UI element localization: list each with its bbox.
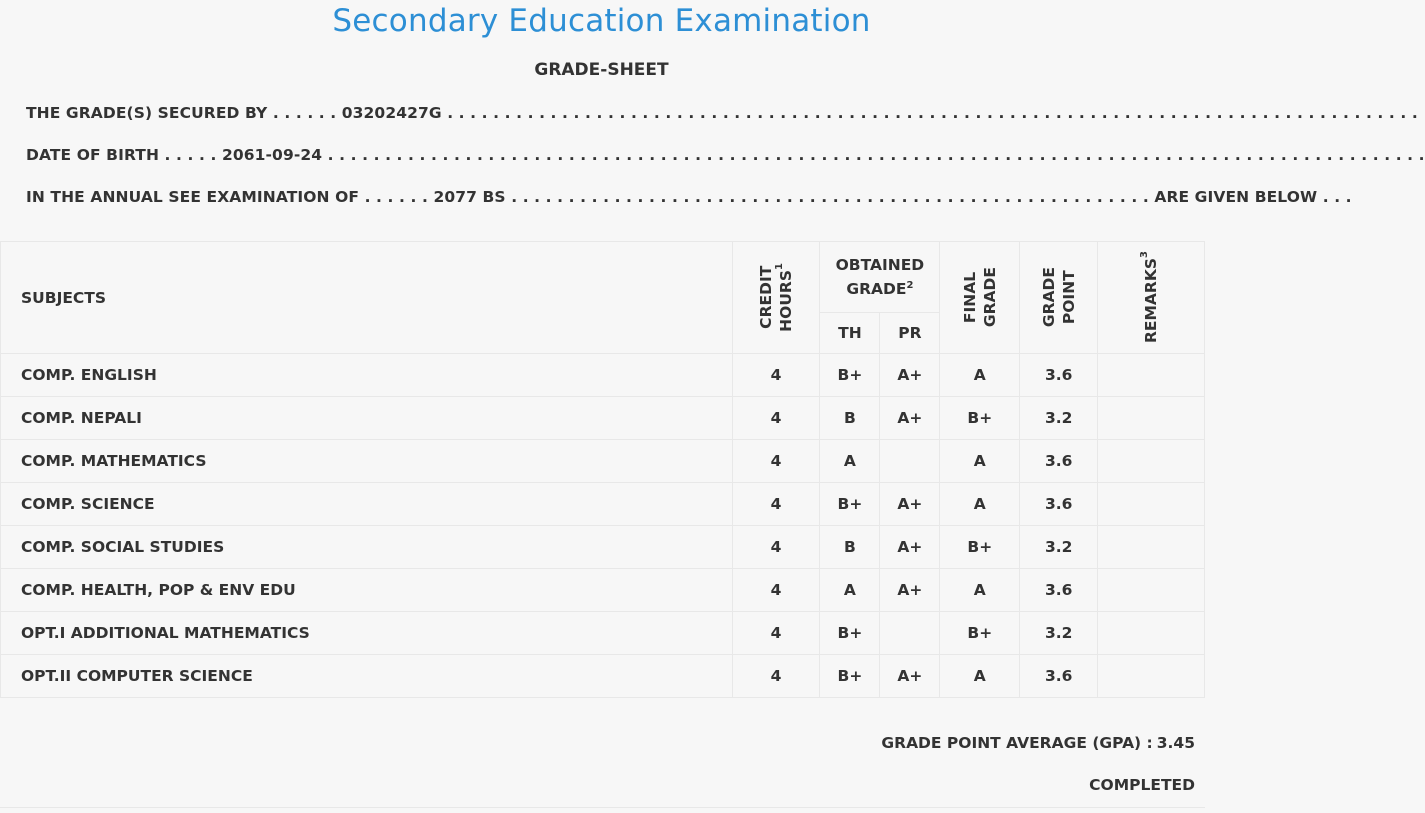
remarks-cell bbox=[1098, 440, 1205, 483]
grade-point-cell: 3.2 bbox=[1020, 612, 1098, 655]
remarks-cell bbox=[1098, 569, 1205, 612]
subject-cell: COMP. ENGLISH bbox=[1, 354, 733, 397]
final-grade-cell: A bbox=[940, 569, 1020, 612]
final-grade-line2: GRADE bbox=[980, 267, 999, 328]
table-row bbox=[1, 655, 1205, 698]
grade-point-header bbox=[1020, 242, 1098, 354]
subject-cell: COMP. NEPALI bbox=[1, 397, 733, 440]
subject-cell: OPT.II COMPUTER SCIENCE bbox=[1, 655, 733, 698]
exam-suffix: ARE GIVEN BELOW bbox=[1154, 188, 1318, 206]
dot-leader: . . . . . . . . . . . . . . . . . . . . . . . . . . . . . . . . . . . . . . . . . . . . . . . . . . . . . . . . bbox=[511, 188, 1149, 206]
practical-grade-cell: A+ bbox=[880, 397, 940, 440]
subject-cell: COMP. SOCIAL STUDIES bbox=[1, 526, 733, 569]
remarks-cell bbox=[1098, 612, 1205, 655]
practical-grade-cell: A+ bbox=[880, 526, 940, 569]
remarks-cell bbox=[1098, 483, 1205, 526]
subjects-header-label: SUBJECTS bbox=[21, 288, 107, 307]
final-grade-cell: B+ bbox=[940, 526, 1020, 569]
dob-value: 2061-09-24 bbox=[221, 146, 323, 164]
practical-grade-cell: A+ bbox=[880, 655, 940, 698]
final-grade-header bbox=[940, 242, 1020, 354]
grade-point-cell: 3.6 bbox=[1020, 440, 1098, 483]
obtained-line1: OBTAINED bbox=[835, 256, 925, 274]
table-row bbox=[1, 397, 1205, 440]
credit-hours-cell: 4 bbox=[732, 440, 820, 483]
gpa-label: GRADE POINT AVERAGE (GPA) : bbox=[881, 734, 1153, 752]
credit-hours-cell: 4 bbox=[732, 354, 820, 397]
footnote-2: 2 bbox=[906, 279, 914, 291]
info-secured-by bbox=[26, 104, 1418, 122]
final-grade-cell: A bbox=[940, 483, 1020, 526]
credit-hours-cell: 4 bbox=[732, 569, 820, 612]
final-grade-cell: A bbox=[940, 354, 1020, 397]
th-header: TH bbox=[820, 313, 880, 354]
subject-cell: COMP. SCIENCE bbox=[1, 483, 733, 526]
credit-hours-cell: 4 bbox=[732, 526, 820, 569]
table-row bbox=[1, 526, 1205, 569]
page-subtitle: GRADE-SHEET bbox=[534, 60, 669, 80]
result-status: COMPLETED bbox=[1089, 776, 1195, 794]
footnote-1: 1 bbox=[773, 263, 785, 271]
credit-hours-cell: 4 bbox=[732, 655, 820, 698]
remarks-header bbox=[1098, 242, 1205, 354]
credit-hours-cell: 4 bbox=[732, 612, 820, 655]
grade-point-line2: POINT bbox=[1059, 270, 1078, 325]
dot-leader: . . . . . . . . . . . . . . . . . . . . . . . . . . . . . . . . . . . . . . . . . . . . . . . . . . . . . . . . . . . . . . . . . . . . . . . . . . . . . . . . . . . . . . . . . . . . . . . . bbox=[327, 146, 1425, 164]
grade-table bbox=[0, 241, 1205, 698]
credit-hours-line2: HOURS bbox=[777, 270, 796, 332]
remarks-cell bbox=[1098, 354, 1205, 397]
subject-cell: OPT.I ADDITIONAL MATHEMATICS bbox=[1, 612, 733, 655]
dot-leader: . . . . . . bbox=[364, 188, 428, 206]
theory-grade-cell: B bbox=[820, 526, 880, 569]
practical-grade-cell: A+ bbox=[880, 483, 940, 526]
footnote-3: 3 bbox=[1138, 251, 1150, 259]
remarks-cell bbox=[1098, 526, 1205, 569]
obtained-grade-header bbox=[820, 242, 940, 313]
practical-grade-cell: A+ bbox=[880, 354, 940, 397]
practical-grade-cell bbox=[880, 440, 940, 483]
gpa-summary bbox=[881, 734, 1195, 752]
credit-hours-header bbox=[732, 242, 820, 354]
final-grade-line1: FINAL bbox=[960, 271, 979, 324]
grade-point-cell: 3.6 bbox=[1020, 354, 1098, 397]
final-grade-cell: A bbox=[940, 440, 1020, 483]
grade-point-cell: 3.2 bbox=[1020, 397, 1098, 440]
final-grade-cell: B+ bbox=[940, 612, 1020, 655]
dot-leader: . . . . . . bbox=[272, 104, 337, 122]
remarks-cell bbox=[1098, 397, 1205, 440]
final-grade-cell: B+ bbox=[940, 397, 1020, 440]
table-row bbox=[1, 483, 1205, 526]
subject-cell: COMP. MATHEMATICS bbox=[1, 440, 733, 483]
theory-grade-cell: B+ bbox=[820, 354, 880, 397]
secured-by-label: THE GRADE(S) SECURED BY bbox=[26, 104, 268, 122]
remarks-label: REMARKS bbox=[1142, 258, 1161, 344]
symbol-number-value: 03202427G bbox=[341, 104, 442, 122]
pr-header: PR bbox=[880, 313, 940, 354]
grade-point-line1: GRADE bbox=[1039, 267, 1058, 328]
credit-hours-cell: 4 bbox=[732, 397, 820, 440]
bottom-divider bbox=[0, 807, 1205, 808]
exam-label: IN THE ANNUAL SEE EXAMINATION OF bbox=[26, 188, 360, 206]
theory-grade-cell: B+ bbox=[820, 655, 880, 698]
dot-leader: . . . bbox=[1322, 188, 1352, 206]
practical-grade-cell: A+ bbox=[880, 569, 940, 612]
dot-leader: . . . . . bbox=[164, 146, 217, 164]
obtained-line2: GRADE bbox=[846, 280, 907, 298]
table-row bbox=[1, 569, 1205, 612]
final-grade-cell: A bbox=[940, 655, 1020, 698]
credit-hours-line1: CREDIT bbox=[757, 265, 776, 330]
subjects-header bbox=[1, 242, 733, 354]
theory-grade-cell: B bbox=[820, 397, 880, 440]
theory-grade-cell: A bbox=[820, 569, 880, 612]
grade-point-cell: 3.6 bbox=[1020, 483, 1098, 526]
credit-hours-cell: 4 bbox=[732, 483, 820, 526]
table-row bbox=[1, 612, 1205, 655]
practical-grade-cell bbox=[880, 612, 940, 655]
dot-leader: . . . . . . . . . . . . . . . . . . . . . . . . . . . . . . . . . . . . . . . . . . . . . . . . . . . . . . . . . . . . . . . . . . . . . . . . . . . . . . . . . . . . . bbox=[447, 104, 1418, 122]
page-title: Secondary Education Examination bbox=[332, 3, 871, 39]
info-exam bbox=[26, 188, 1352, 206]
gpa-value: 3.45 bbox=[1156, 734, 1195, 752]
remarks-cell bbox=[1098, 655, 1205, 698]
table-row bbox=[1, 354, 1205, 397]
subject-cell: COMP. HEALTH, POP & ENV EDU bbox=[1, 569, 733, 612]
grade-point-cell: 3.6 bbox=[1020, 655, 1098, 698]
theory-grade-cell: B+ bbox=[820, 483, 880, 526]
dob-label: DATE OF BIRTH bbox=[26, 146, 160, 164]
info-dob bbox=[26, 146, 1425, 164]
theory-grade-cell: A bbox=[820, 440, 880, 483]
theory-grade-cell: B+ bbox=[820, 612, 880, 655]
exam-year-value: 2077 BS bbox=[433, 188, 506, 206]
grade-point-cell: 3.2 bbox=[1020, 526, 1098, 569]
table-row bbox=[1, 440, 1205, 483]
grade-point-cell: 3.6 bbox=[1020, 569, 1098, 612]
